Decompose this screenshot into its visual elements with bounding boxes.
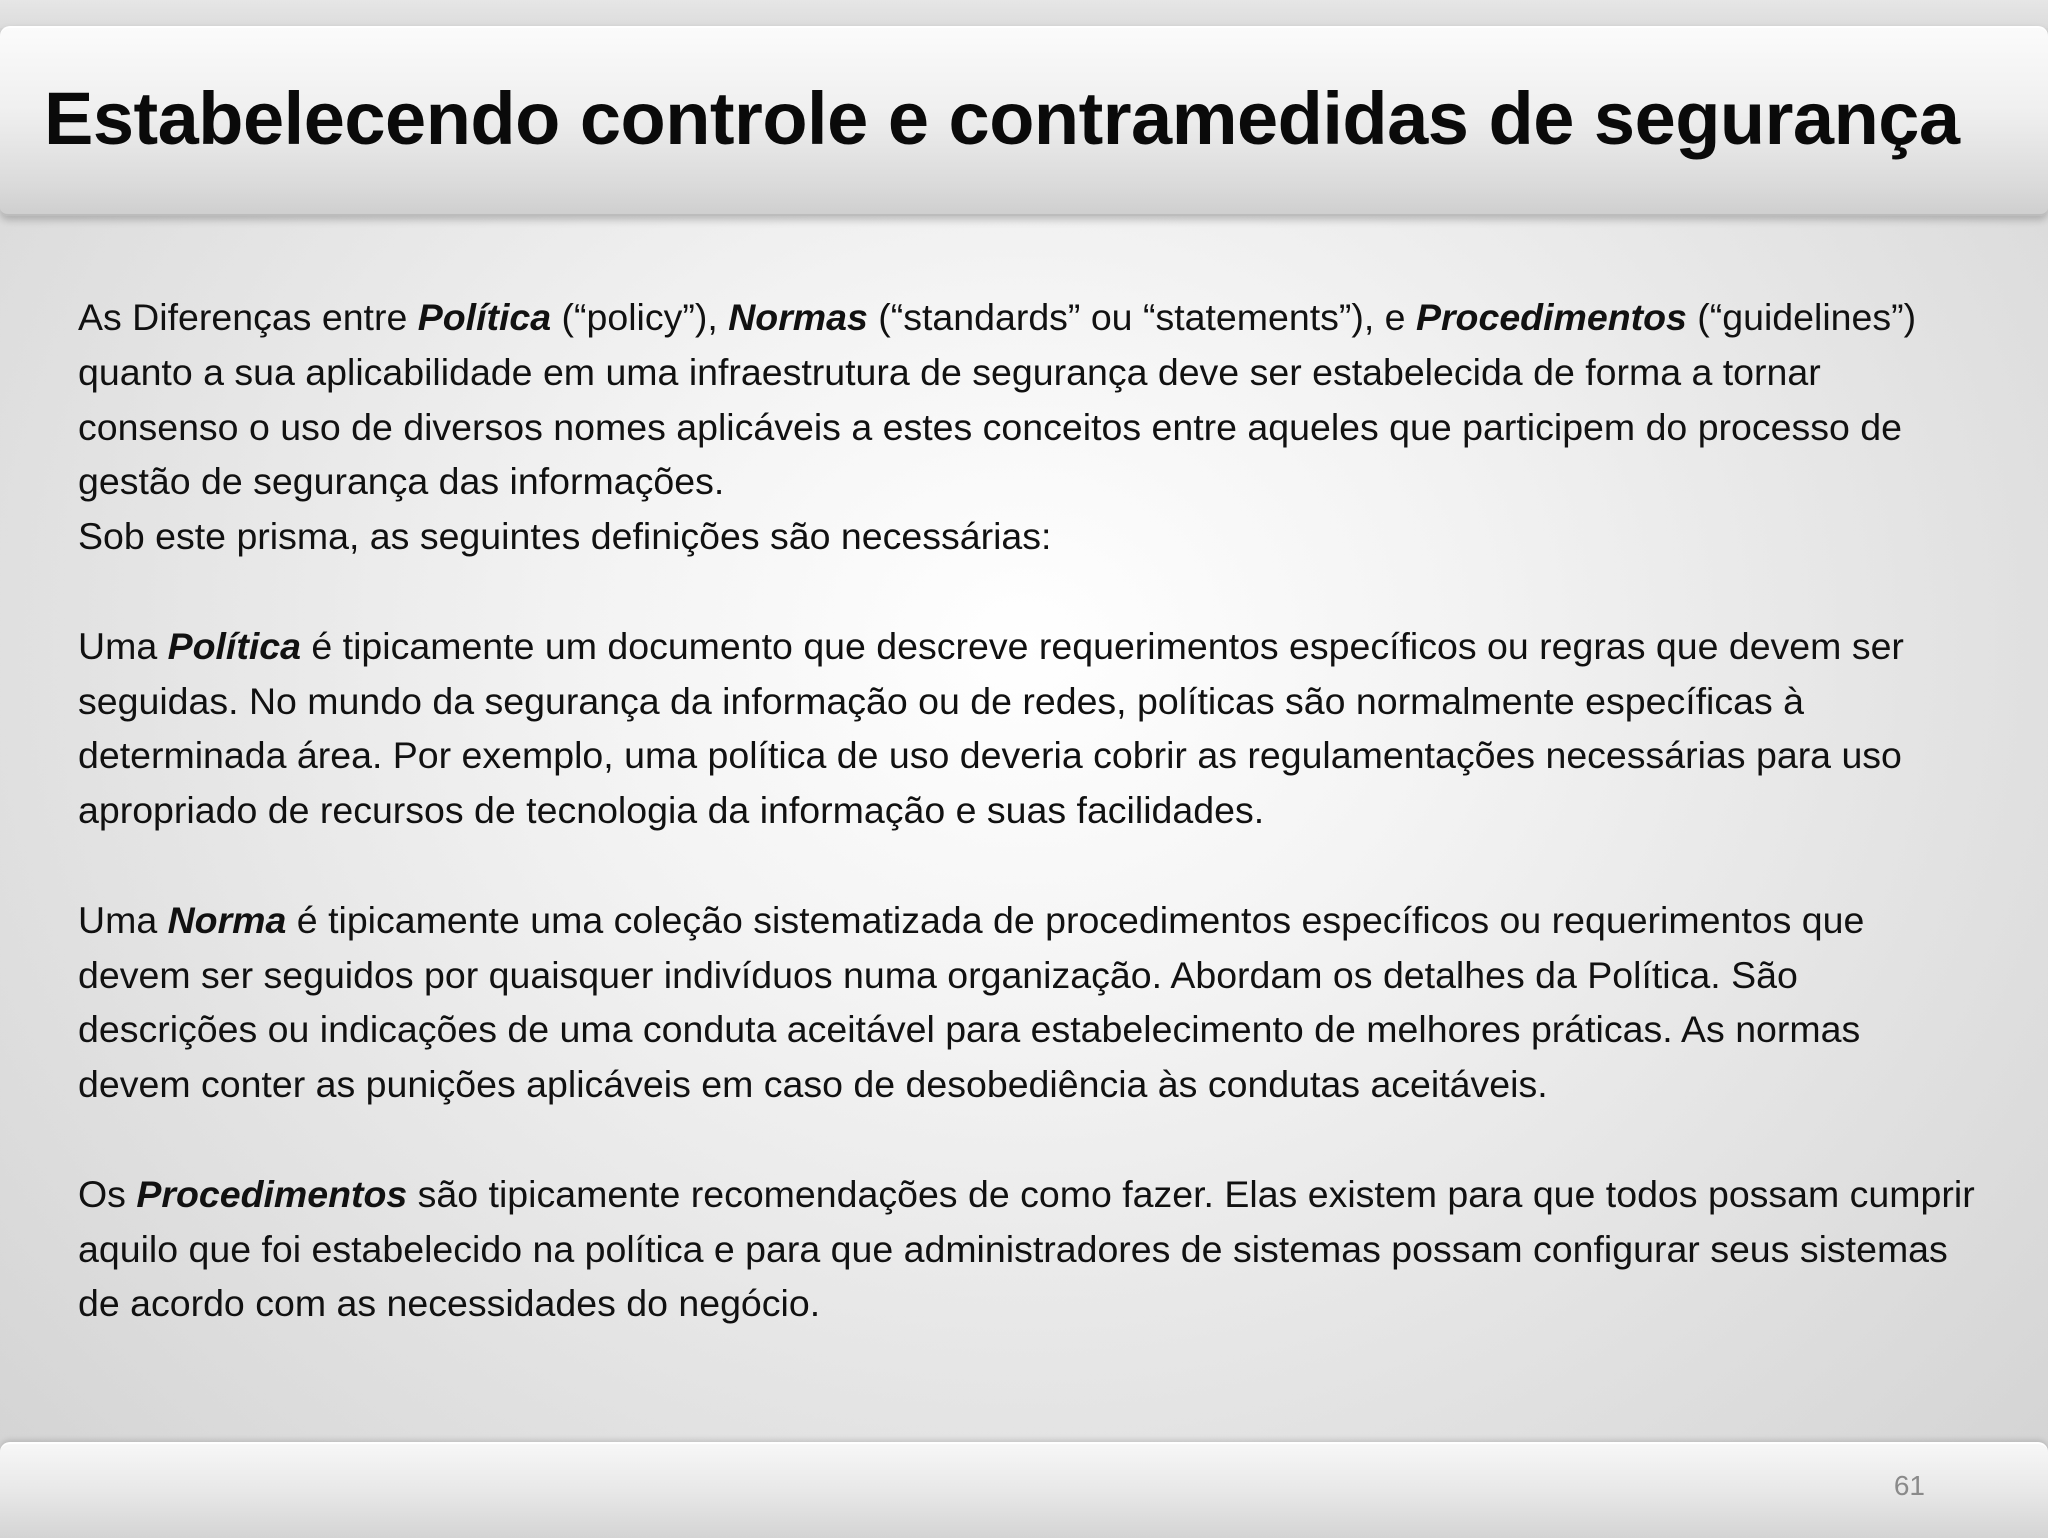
slide-body bbox=[78, 290, 1978, 1331]
norma-term: Norma bbox=[167, 898, 287, 941]
intro-line-2: Sob este prisma, as seguintes definições são necessárias: bbox=[78, 515, 1052, 558]
paragraph-gap bbox=[78, 1112, 1978, 1167]
politica-term: Política bbox=[167, 624, 301, 667]
footer-bar bbox=[0, 1442, 2048, 1538]
intro-text-4: (“guidelines”) quanto a sua aplicabilidade em uma infraestrutura de segurança deve ser estabelecida de forma a tornar consenso o uso de diversos nomes aplicáveis a estes conceitos entre aqueles que participem do processo de gestão de segurança das informações. bbox=[78, 296, 1917, 503]
politica-text-2: é tipicamente um documento que descreve requerimentos específicos ou regras que devem ser seguidas. No mundo da segurança da informação ou de redes, políticas são normalmente específicas à determinada área. Por exemplo, uma política de uso deveria cobrir as regulamentações necessárias para uso apropriado de recursos de tecnologia da informação e suas facilidades. bbox=[78, 624, 1904, 832]
procedimentos-term: Procedimentos bbox=[136, 1172, 408, 1215]
procedimentos-text-1: Os bbox=[78, 1172, 137, 1215]
intro-paragraph bbox=[78, 290, 1978, 509]
page-number: 61 bbox=[1893, 1470, 1925, 1501]
politica-definition bbox=[78, 619, 1978, 838]
top-band bbox=[0, 0, 2048, 28]
intro-text-2: (“policy”), bbox=[551, 296, 729, 338]
term-politica: Política bbox=[417, 296, 552, 338]
intro-text-3: (“standards” ou “statements”), e bbox=[867, 296, 1416, 338]
term-normas: Normas bbox=[728, 296, 868, 338]
paragraph-gap bbox=[78, 564, 1978, 619]
intro-text-1: As Diferenças entre bbox=[78, 296, 418, 338]
procedimentos-definition bbox=[78, 1167, 1978, 1331]
procedimentos-text-2: são tipicamente recomendações de como fazer. Elas existem para que todos possam cumprir aquilo que foi estabelecido na política e para que administradores de sistemas possam configurar seus sistemas de acordo com as necessidades do negócio. bbox=[78, 1172, 1975, 1325]
slide-title: Estabelecendo controle e contramedidas de segurança bbox=[44, 77, 1960, 160]
norma-text-1: Uma bbox=[78, 898, 168, 941]
term-procedimentos: Procedimentos bbox=[1415, 296, 1687, 338]
norma-definition bbox=[78, 893, 1978, 1112]
paragraph-gap bbox=[78, 838, 1978, 893]
norma-text-2: é tipicamente uma coleção sistematizada de procedimentos específicos ou requerimentos que devem ser seguidos por quaisquer indivíduos numa organização. Abordam os detalhes da Política. São descrições ou indicações de uma conduta aceitável para estabelecimento de melhores práticas. As normas devem conter as punições aplicáveis em caso de desobediência às condutas aceitáveis. bbox=[78, 898, 1865, 1106]
politica-text-1: Uma bbox=[78, 624, 168, 667]
title-bar bbox=[0, 26, 2048, 216]
